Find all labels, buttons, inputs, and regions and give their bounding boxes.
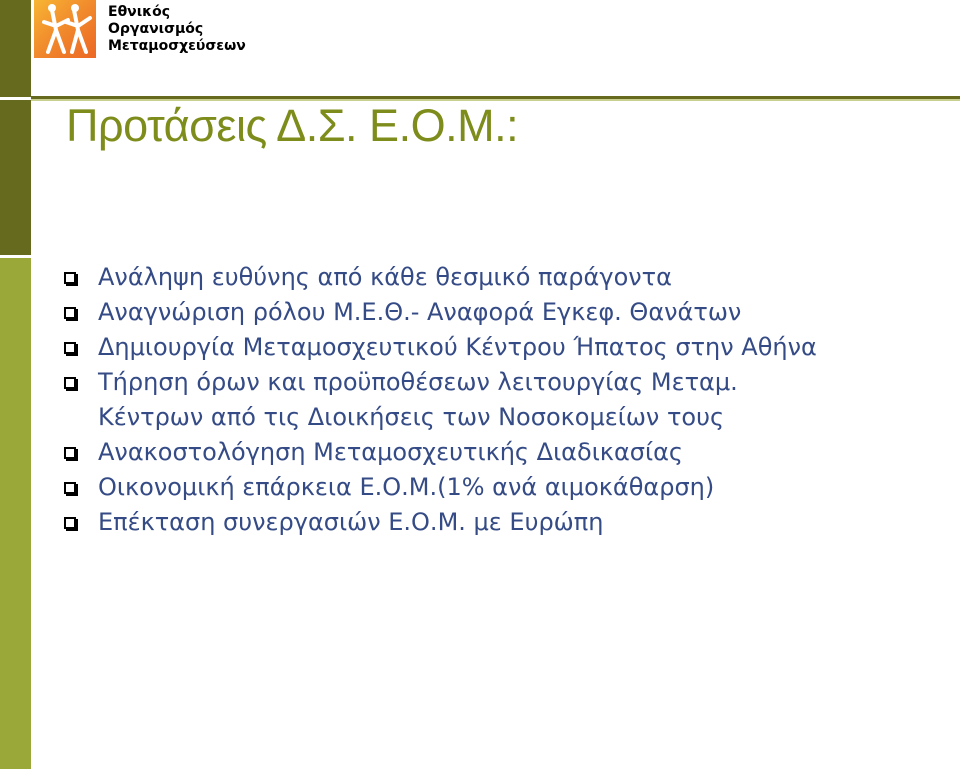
- square-bullet-icon: [64, 482, 76, 494]
- bullet-text-continued: Κέντρων από τις Διοικήσεις των Νοσοκομείων τους: [98, 403, 725, 431]
- left-bar-block-middle: [0, 100, 31, 255]
- slide-title: Προτάσεις Δ.Σ. Ε.Ο.Μ.:: [66, 100, 519, 151]
- list-item: [64, 435, 954, 470]
- bullet-text: Δημιουργία Μεταμοσχευτικού Κέντρου Ήπατος στην Αθήνα: [98, 333, 817, 361]
- bullet-text: Ανάληψη ευθύνης από κάθε θεσμικό παράγοντα: [98, 263, 672, 291]
- square-bullet-icon: [64, 272, 76, 284]
- square-bullet-icon: [64, 307, 76, 319]
- list-item: [64, 505, 954, 540]
- org-line: Εθνικός: [108, 4, 171, 20]
- square-bullet-icon: [64, 377, 76, 389]
- list-item: [64, 470, 954, 505]
- organization-name: [108, 4, 246, 55]
- left-bar-block-top: [0, 0, 31, 97]
- square-bullet-icon: [64, 447, 76, 459]
- left-decorative-bar: [0, 0, 31, 769]
- bullet-text: Ανακοστολόγηση Μεταμοσχευτικής Διαδικασίας: [98, 438, 684, 466]
- list-item: [64, 365, 954, 435]
- left-bar-separator: [0, 255, 31, 258]
- bullet-text: Οικονομική επάρκεια Ε.Ο.Μ.(1% ανά αιμοκάθαρση): [98, 473, 715, 501]
- org-line: Μεταμοσχεύσεων: [108, 38, 246, 54]
- bullet-text: Επέκταση συνεργασιών Ε.Ο.Μ. με Ευρώπη: [98, 508, 604, 536]
- org-line: Οργανισμός: [108, 21, 204, 37]
- bullet-text: Τήρηση όρων και προϋποθέσεων λειτουργίας Μεταμ.: [98, 368, 738, 396]
- square-bullet-icon: [64, 517, 76, 529]
- list-item: [64, 260, 954, 295]
- list-item: [64, 295, 954, 330]
- square-bullet-icon: [64, 342, 76, 354]
- bullet-list: [64, 260, 954, 540]
- list-item: [64, 330, 954, 365]
- hands-logo-icon: [34, 0, 96, 58]
- bullet-text: Αναγνώριση ρόλου Μ.Ε.Θ.- Αναφορά Εγκεφ. Θανάτων: [98, 298, 742, 326]
